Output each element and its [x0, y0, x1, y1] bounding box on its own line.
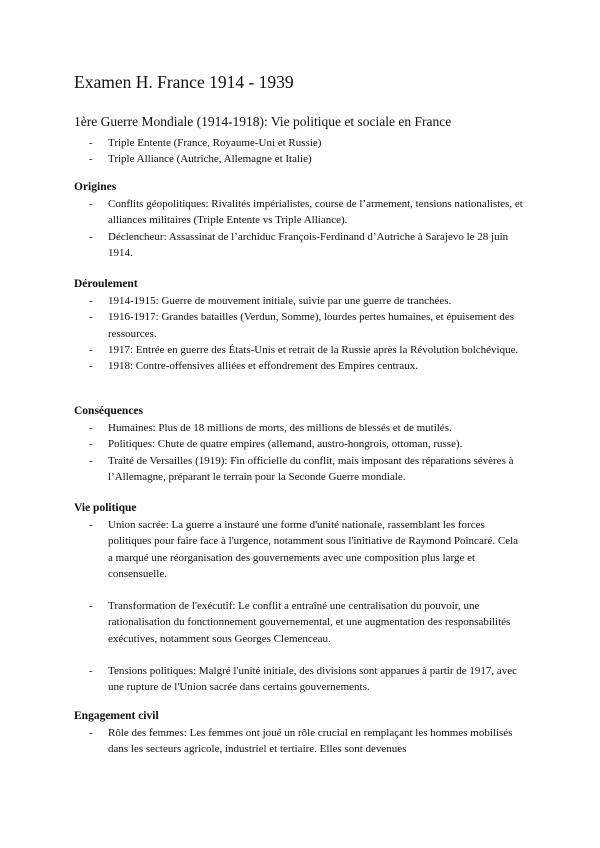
- section-heading-engagement-civil: Engagement civil: [74, 710, 159, 722]
- list-item: - Triple Entente (France, Royaume-Uni et Russie): [89, 137, 322, 149]
- section-list-vie-politique: [74, 517, 524, 696]
- page-title: Examen H. France 1914 - 1939: [74, 72, 294, 92]
- list-item: - Traité de Versailles (1919): Fin officielle du conflit, mais imposant des réparations sévères à l’Allemagne, préparant le terrain pour la Seconde Guerre mondiale.: [89, 454, 514, 483]
- section-heading-origines: Origines: [74, 181, 117, 193]
- list-item: - Déclencheur: Assassinat de l’archiduc François-Ferdinand d’Autriche à Sarajevo le 28 juin 1914.: [89, 230, 509, 259]
- section-list-consequences: [74, 420, 524, 485]
- list-item: - Tensions politiques: Malgré l'unité initiale, des divisions sont apparues à partir de 1917, avec une rupture de l'Union sacrée dans certains gouvernements.: [89, 665, 518, 694]
- list-item: - Union sacrée: La guerre a instauré une forme d'unité nationale, rassemblant les forces politiques pour faire face à l'urgence, notamment sous l'initiative de Raymond Poincaré. Cela a marqué une réorganisation des gouvernements avec une composition plus large et consensuelle.: [89, 519, 519, 580]
- section-list-origines: [74, 196, 524, 261]
- list-item: - Rôle des femmes: Les femmes ont joué un rôle crucial en remplaçant les hommes mobilisés dans les secteurs agricole, industriel et tertiaire. Elles sont devenues: [89, 727, 513, 756]
- list-item: - Humaines: Plus de 18 millions de morts, des millions de blessés et de mutilés.: [89, 422, 452, 434]
- section-list-engagement-civil: [74, 725, 524, 758]
- intro-list: [74, 135, 524, 168]
- list-item: - 1916-1917: Grandes batailles (Verdun, Somme), lourdes pertes humaines, et épuisement des ressources.: [89, 311, 514, 340]
- section-heading-vie-politique: Vie politique: [74, 502, 137, 514]
- list-item: - 1917: Entrée en guerre des États-Unis et retrait de la Russie après la Révolution bolchévique.: [89, 343, 519, 356]
- section-heading-consequences: Conséquences: [74, 405, 144, 417]
- list-item: - Transformation de l'exécutif: Le conflit a entraîné une centralisation du pouvoir, une rationalisation du fonctionnement gouvernemental, et une augmentation des responsabilités exécutives, notamment sous Georges Clemenceau.: [89, 600, 511, 645]
- list-item: - Politiques: Chute de quatre empires (allemand, austro-hongrois, ottoman, russe).: [89, 438, 463, 451]
- list-item: - Triple Alliance (Autriche, Allemagne et Italie): [89, 153, 312, 166]
- list-item: - 1914-1915: Guerre de mouvement initiale, suivie par une guerre de tranchées.: [89, 295, 452, 307]
- section-list-deroulement: [74, 293, 524, 374]
- list-item: - Conflits géopolitiques: Rivalités impérialistes, course de l’armement, tensions nationalistes, et alliances militaires (Triple Entente vs Triple Alliance).: [89, 198, 523, 227]
- section-heading-deroulement: Déroulement: [74, 278, 138, 290]
- document-subtitle: 1ère Guerre Mondiale (1914-1918): Vie politique et sociale en France: [74, 114, 452, 129]
- list-item: - 1918: Contre-offensives alliées et effondrement des Empires centraux.: [89, 360, 418, 373]
